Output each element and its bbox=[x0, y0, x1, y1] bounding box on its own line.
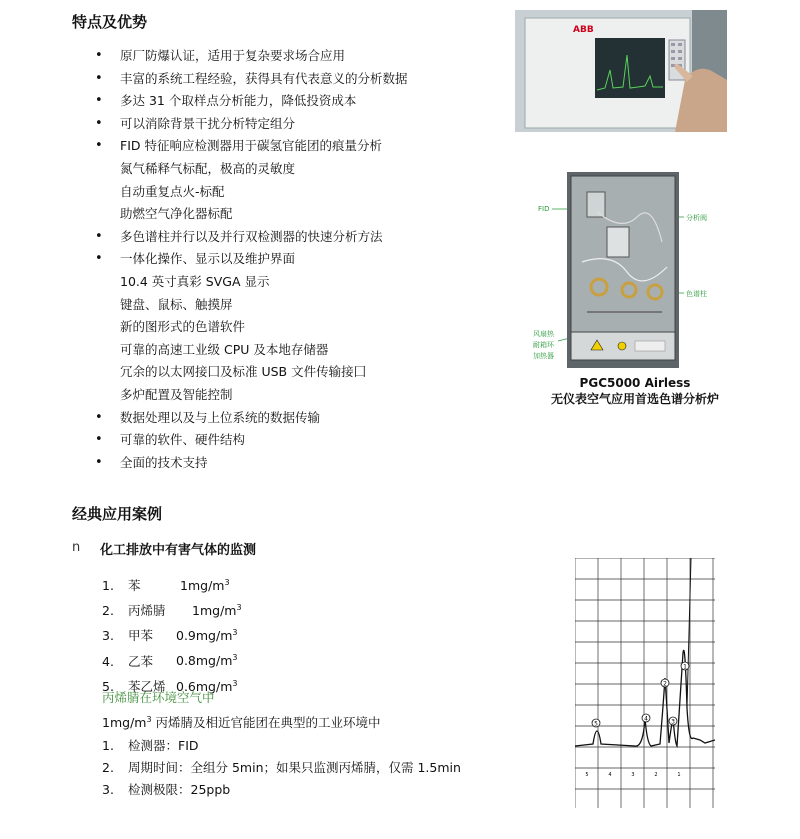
desc-rest: 丙烯腈及相近官能团在典型的工业环境中 bbox=[151, 715, 381, 730]
component-exp: 3 bbox=[232, 678, 238, 688]
component-exp: 3 bbox=[224, 578, 230, 587]
component-item bbox=[102, 622, 242, 647]
desc-value: 1mg/m bbox=[102, 715, 147, 730]
detail-item bbox=[102, 757, 461, 779]
peak-label: 2 bbox=[663, 680, 667, 688]
abb-logo: ABB bbox=[573, 25, 594, 35]
feature-item: • 数据处理以及与上位系统的数据传输 bbox=[95, 407, 525, 430]
components-list bbox=[102, 572, 242, 698]
label-heater-2: 耐箱环 bbox=[533, 341, 554, 349]
label-heater-3: 加热器 bbox=[533, 352, 554, 360]
detail-text: 检测极限：25ppb bbox=[128, 782, 231, 797]
component-name: 丙烯腈 bbox=[128, 603, 166, 619]
feature-subitem: 可靠的高速工业级 CPU 及本地存储器 bbox=[120, 341, 329, 357]
component-value: 0.9mg/m bbox=[176, 628, 233, 644]
feature-subitem: 新的图形式的色谱软件 bbox=[120, 319, 246, 335]
component-item bbox=[102, 572, 242, 597]
feature-subitem: 键盘、鼠标、触摸屏 bbox=[120, 296, 233, 312]
feature-item: • 全面的技术支持 bbox=[95, 452, 525, 475]
component-num: 3. bbox=[102, 628, 114, 644]
detail-num: 3. bbox=[102, 782, 114, 797]
peak-label: 4 bbox=[644, 715, 648, 723]
component-value: 0.8mg/m bbox=[176, 653, 233, 669]
component-name: 苯 bbox=[128, 578, 141, 594]
component-name: 甲苯 bbox=[128, 628, 154, 644]
component-value: 1mg/m bbox=[192, 603, 237, 619]
label-valve: 分析阀 bbox=[686, 214, 707, 222]
oven-interior-photo bbox=[567, 172, 679, 368]
component-num: 1. bbox=[102, 578, 114, 594]
label-column: 色谱柱 bbox=[686, 290, 707, 298]
component-num: 4. bbox=[102, 653, 114, 669]
cases-title: 经典应用案例 bbox=[72, 505, 163, 523]
feature-subitem: 多炉配置及智能控制 bbox=[120, 386, 233, 402]
axis-tick-label: 1 bbox=[677, 772, 681, 778]
cases-subtitle: 化工排放中有害气体的监测 bbox=[100, 543, 257, 558]
component-value: 1mg/m bbox=[180, 578, 225, 594]
product-caption-desc: 无仪表空气应用首选色谱分析炉 bbox=[550, 392, 719, 406]
peak-label: 1 bbox=[683, 663, 687, 671]
feature-subitem: 自动重复点火-标配 bbox=[120, 183, 225, 199]
axis-tick-label: 3 bbox=[631, 772, 635, 778]
case-description bbox=[102, 713, 381, 731]
detail-item bbox=[102, 735, 461, 757]
axis-tick-label: 5 bbox=[585, 772, 589, 778]
component-num: 5. bbox=[102, 678, 114, 694]
component-item bbox=[102, 597, 242, 622]
feature-item: • 丰富的系统工程经验，获得具有代表意义的分析数据 bbox=[95, 68, 525, 91]
feature-subitem: 10.4 英寸真彩 SVGA 显示 bbox=[120, 273, 270, 289]
subsection-marker: n bbox=[72, 540, 81, 555]
component-item bbox=[102, 647, 242, 672]
feature-subitem: 助燃空气净化器标配 bbox=[120, 206, 233, 222]
label-heater-1: 风扇热 bbox=[533, 330, 554, 338]
feature-subitem: 冗余的以太网接囗及标准 USB 文件传输接囗 bbox=[120, 364, 367, 380]
detail-text: 检测器：FID bbox=[128, 738, 199, 753]
green-heading: 丙烯腈在环境空气中 bbox=[102, 690, 215, 705]
product-caption-model: PGC5000 Airless bbox=[579, 376, 691, 390]
component-value: 0.6mg/m bbox=[176, 678, 233, 694]
desc-exp: 3 bbox=[146, 714, 152, 724]
component-num: 2. bbox=[102, 603, 114, 619]
feature-item: • FID 特征响应检测器用于碳氢官能团的痕量分析 bbox=[95, 135, 525, 158]
detail-item bbox=[102, 779, 461, 801]
feature-item: • 可以消除背景干扰分析特定组分 bbox=[95, 113, 525, 136]
feature-item: • 原厂防爆认证，适用于复杂要求场合应用 bbox=[95, 45, 525, 68]
peak-label: 5 bbox=[594, 720, 598, 728]
feature-item: • 多达 31 个取样点分析能力，降低投资成本 bbox=[95, 90, 525, 113]
component-name: 苯乙烯 bbox=[128, 678, 166, 694]
component-exp: 3 bbox=[232, 628, 238, 638]
features-title: 特点及优势 bbox=[72, 13, 148, 31]
analyzer-photo bbox=[515, 10, 727, 132]
product-caption bbox=[535, 375, 735, 407]
axis-tick-label: 4 bbox=[608, 772, 612, 778]
detail-num: 2. bbox=[102, 760, 114, 775]
feature-item: • 一体化操作、显示以及维护界面 bbox=[95, 248, 525, 271]
detail-num: 1. bbox=[102, 738, 114, 753]
component-name: 乙苯 bbox=[128, 653, 154, 669]
peak-label: 3 bbox=[671, 718, 675, 726]
detail-text: 周期时间：全组分 5min；如果只监测丙烯腈，仅需 1.5min bbox=[128, 760, 461, 775]
component-exp: 3 bbox=[232, 653, 238, 663]
details-list bbox=[102, 735, 461, 801]
label-fid: FID bbox=[538, 205, 550, 213]
chromatogram bbox=[575, 558, 715, 808]
feature-item: • 多色谱柱并行以及并行双检测器的快速分析方法 bbox=[95, 226, 525, 249]
axis-tick-label: 2 bbox=[654, 772, 658, 778]
features-list bbox=[95, 45, 525, 474]
feature-item: • 可靠的软件、硬件结构 bbox=[95, 429, 525, 452]
feature-subitem: 氮气稀释气标配，极高的灵敏度 bbox=[120, 160, 296, 176]
component-exp: 3 bbox=[236, 603, 242, 613]
